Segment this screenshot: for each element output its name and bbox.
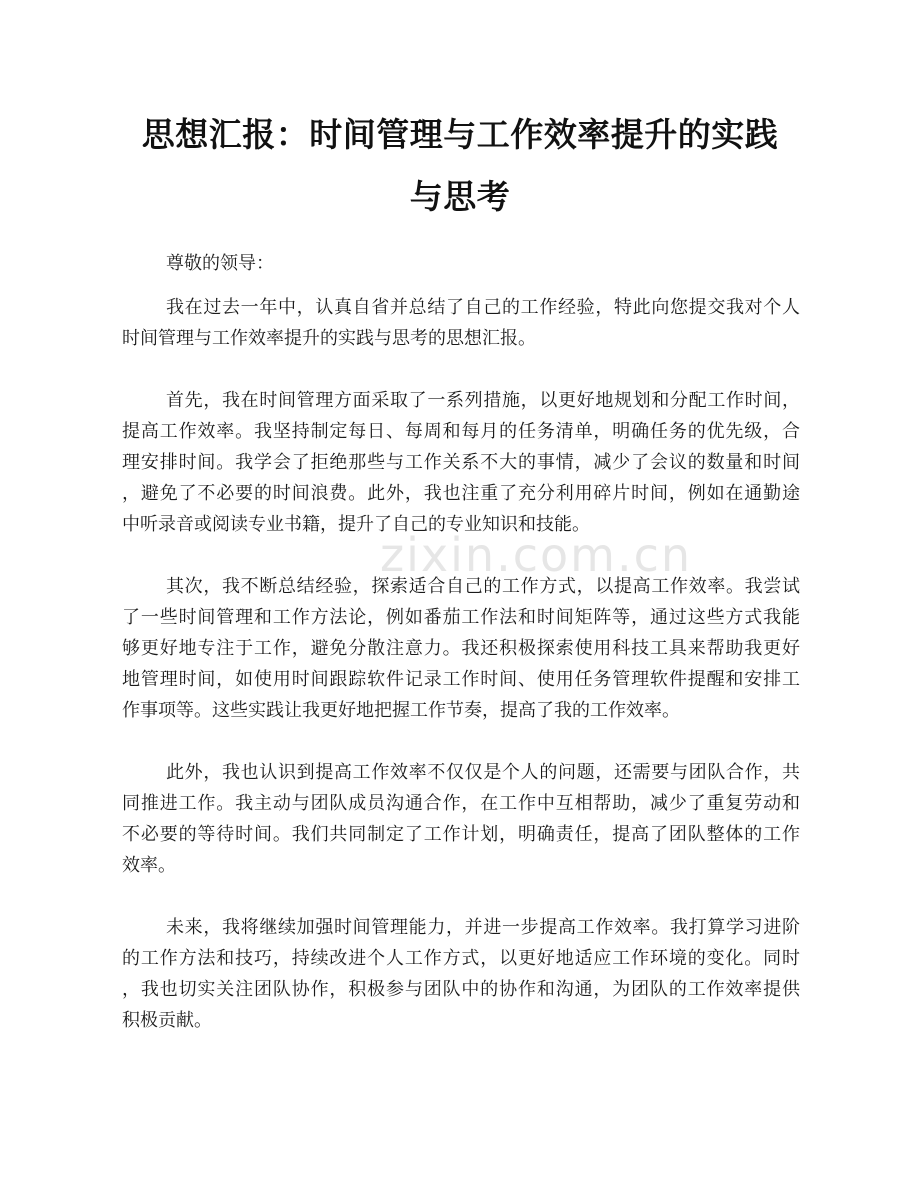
document-body <box>122 250 800 1067</box>
paragraph-line: 中听录音或阅读专业书籍，提升了自己的专业知识和技能。 <box>122 514 590 535</box>
page-title <box>120 104 800 228</box>
paragraph-line: 的工作方法和技巧，持续改进个人工作方式，以更好地适应工作环境的变化。同时 <box>122 948 800 969</box>
paragraph-line: 未来，我将继续加强时间管理能力，并进一步提高工作效率。我打算学习进阶 <box>166 917 800 938</box>
paragraph-3 <box>122 571 800 726</box>
title-line: 思想汇报：时间管理与工作效率提升的实践 <box>141 115 779 154</box>
paragraph-line: 地管理时间，如使用时间跟踪软件记录工作时间、使用任务管理软件提醒和安排工 <box>122 669 800 690</box>
paragraph-1 <box>122 292 800 354</box>
paragraph-line: 我在过去一年中，认真自省并总结了自己的工作经验，特此向您提交我对个人 <box>166 297 800 318</box>
paragraph-line: 作事项等。这些实践让我更好地把握工作节奏，提高了我的工作效率。 <box>122 700 680 721</box>
paragraph-line: 同推进工作。我主动与团队成员沟通合作，在工作中互相帮助，减少了重复劳动和 <box>122 793 800 814</box>
paragraph-line: ，我也切实关注团队协作，积极参与团队中的协作和沟通，为团队的工作效率提供 <box>122 979 800 1000</box>
paragraph-line: 其次，我不断总结经验，探索适合自己的工作方式，以提高工作效率。我尝试 <box>166 576 800 597</box>
paragraph-line: 够更好地专注于工作，避免分散注意力。我还积极探索使用科技工具来帮助我更好 <box>122 638 800 659</box>
paragraph-line: 效率。 <box>122 855 176 876</box>
watermark: zixin.com.cn <box>380 528 693 582</box>
paragraph-line: 了一些时间管理和工作方法论，例如番茄工作法和时间矩阵等，通过这些方式我能 <box>122 607 800 628</box>
paragraph-line: 积极贡献。 <box>122 1010 212 1031</box>
paragraph-line: 时间管理与工作效率提升的实践与思考的思想汇报。 <box>122 328 536 349</box>
paragraph-line: 理安排时间。我学会了拒绝那些与工作关系不大的事情，减少了会议的数量和时间 <box>122 452 800 473</box>
paragraph-2 <box>122 385 800 540</box>
paragraph-5 <box>122 912 800 1036</box>
paragraph-line: 此外，我也认识到提高工作效率不仅仅是个人的问题，还需要与团队合作，共 <box>166 762 800 783</box>
paragraph-line: ，避免了不必要的时间浪费。此外，我也注重了充分利用碎片时间，例如在通勤途 <box>122 483 800 504</box>
title-line: 与思考 <box>409 177 511 216</box>
paragraph-4 <box>122 757 800 881</box>
paragraph-line: 首先，我在时间管理方面采取了一系列措施，以更好地规划和分配工作时间， <box>166 390 800 411</box>
salutation: 尊敬的领导： <box>166 253 274 274</box>
paragraph-line: 提高工作效率。我坚持制定每日、每周和每月的任务清单，明确任务的优先级，合 <box>122 421 800 442</box>
paragraph-line: 不必要的等待时间。我们共同制定了工作计划，明确责任，提高了团队整体的工作 <box>122 824 800 845</box>
